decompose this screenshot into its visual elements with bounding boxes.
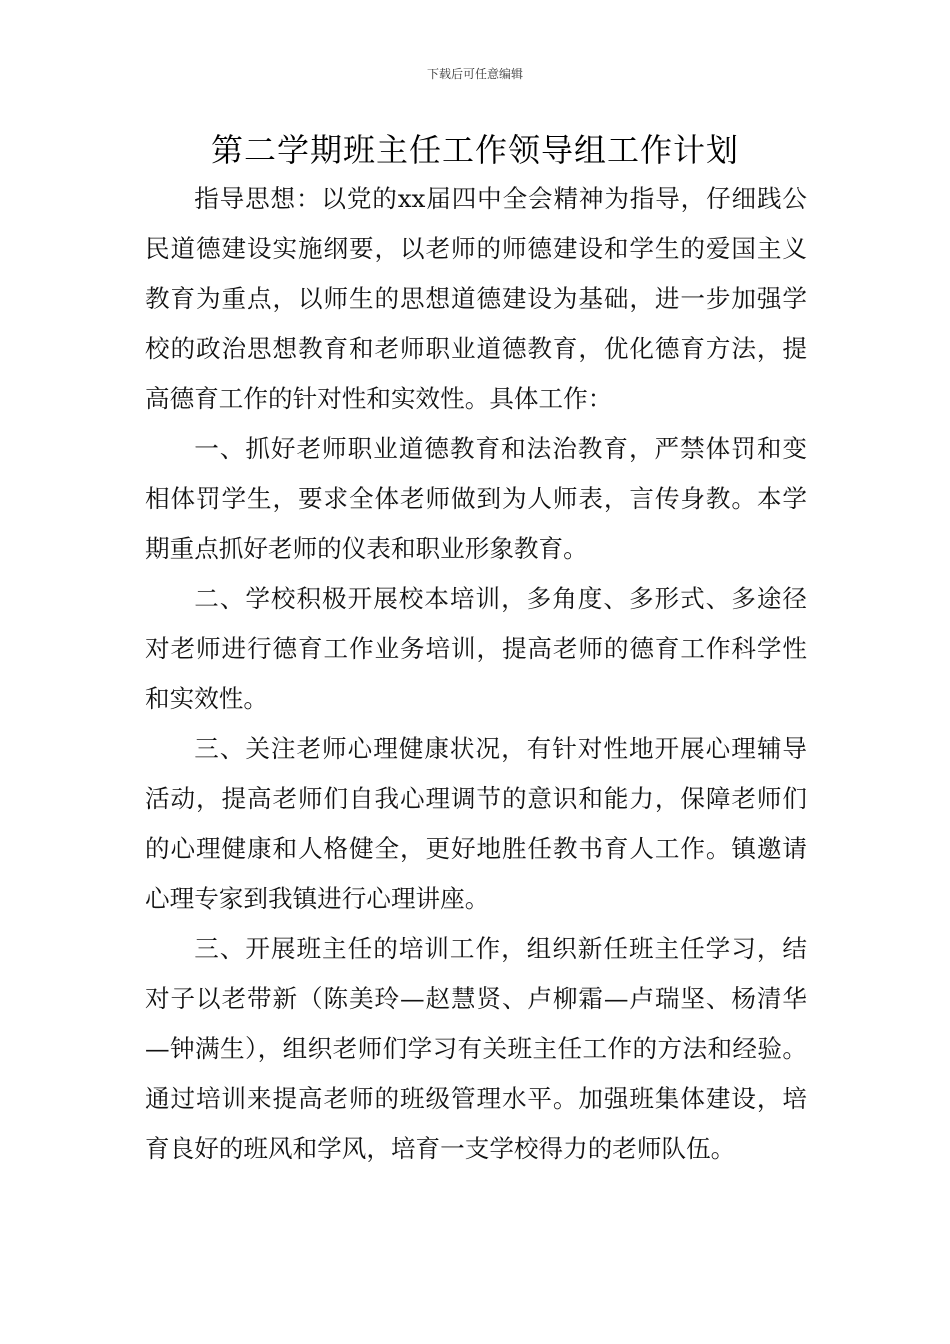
paragraph-item-3: 三、关注老师心理健康状况，有针对性地开展心理辅导活动，提高老师们自我心理调节的意识和能力，保障老师们的心理健康和人格健全，更好地胜任教书育人工作。镇邀请心理专家到我镇进行心理讲座。 bbox=[145, 734, 807, 913]
paragraph-item-2: 二、学校积极开展校本培训，多角度、多形式、多途径对老师进行德育工作业务培训，提高老师的德育工作科学性和实效性。 bbox=[145, 584, 807, 713]
paragraph-item-1: 一、抓好老师职业道德教育和法治教育，严禁体罚和变相体罚学生，要求全体老师做到为人师表，言传身教。本学期重点抓好老师的仪表和职业形象教育。 bbox=[145, 434, 807, 563]
header-note: 下载后可任意编辑 bbox=[426, 67, 523, 81]
document-body bbox=[145, 174, 807, 1174]
paragraph-item-4: 三、开展班主任的培训工作，组织新任班主任学习，结对子以老带新（陈美玲—赵慧贤、卢柳霜—卢瑞坚、杨清华—钟满生），组织老师们学习有关班主任工作的方法和经验。通过培训来提高老师的班级管理水平。加强班集体建设，培育良好的班风和学风，培育一支学校得力的老师队伍。 bbox=[145, 934, 807, 1163]
paragraph-guiding-thought: 指导思想：以党的xx届四中全会精神为指导，仔细践公民道德建设实施纲要，以老师的师德建设和学生的爱国主义教育为重点，以师生的思想道德建设为基础，进一步加强学校的政治思想教育和老师职业道德教育，优化德育方法，提高德育工作的针对性和实效性。具体工作： bbox=[145, 184, 807, 413]
document-title: 第二学期班主任工作领导组工作计划 bbox=[210, 131, 739, 169]
